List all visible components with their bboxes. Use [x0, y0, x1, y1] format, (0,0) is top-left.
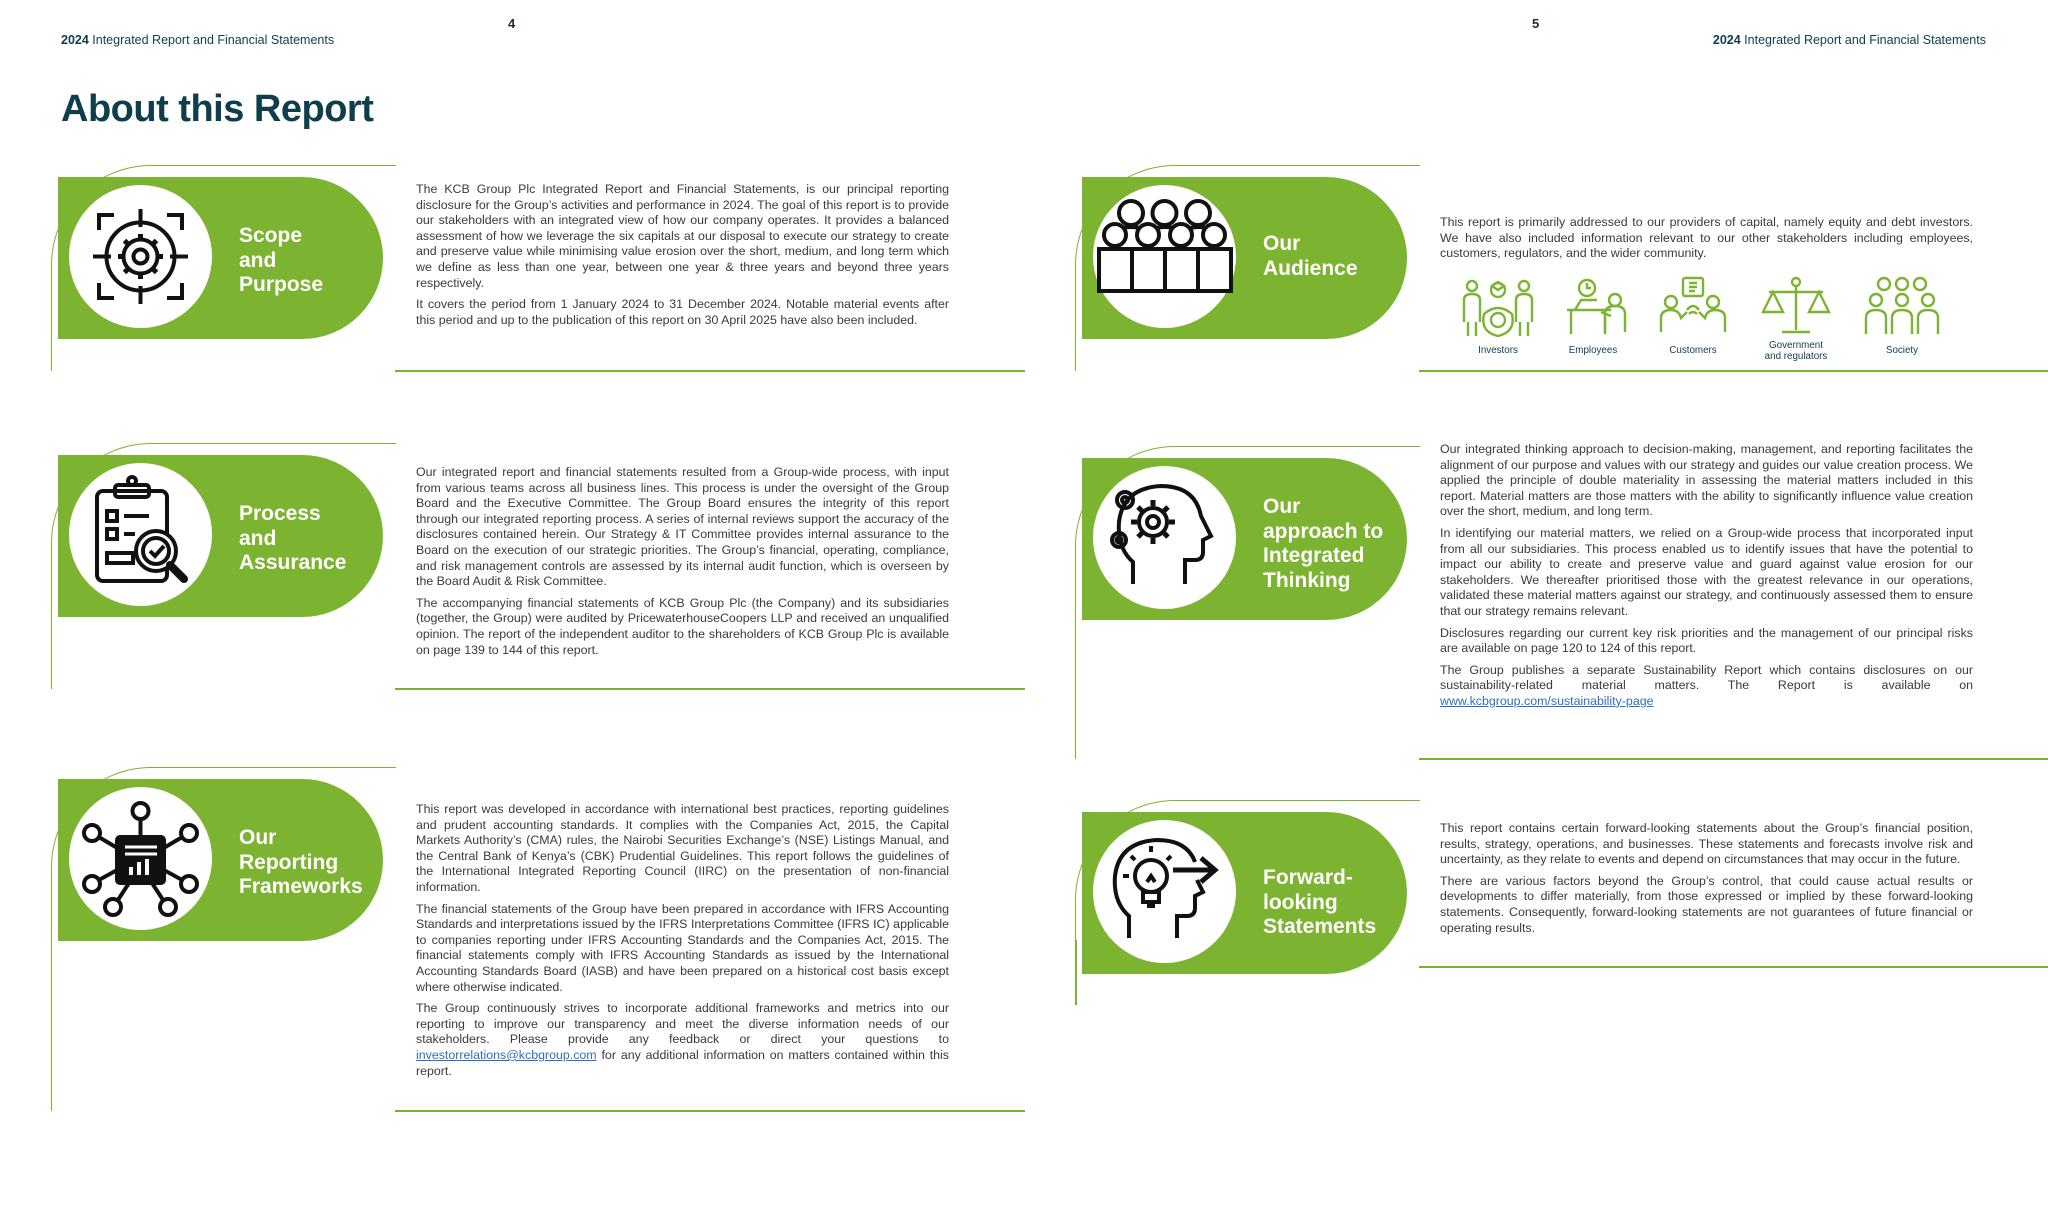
audience-group-icon — [1093, 185, 1236, 328]
investor-relations-email-link[interactable]: investorrelations@kcbgroup.com — [416, 1047, 597, 1062]
frameworks-label: Our Reporting Frameworks — [239, 826, 363, 898]
stakeholder-customers — [1653, 276, 1733, 366]
page-title: About this Report — [61, 88, 374, 130]
stakeholder-label: Customers — [1669, 345, 1717, 356]
target-gear-icon — [69, 185, 212, 328]
scope-text: The KCB Group Plc Integrated Report and Financial Statements, is our principal reporting disclosure for the Group’s activities and performance in 2024. The goal of this report is to provide our stakeholders with an integrated view of how our company operates. It provides a balanced assessment of how we leverage the six capitals at our disposal to execute our strategy to create and preserve value while minimising value erosion over the short, medium, and long term which we define as less than one year, between one year & three years and beyond three years respectively. It covers the period from 1 January 2024 to 31 December 2024. Notable material events after this period and up to the publication of this report on 30 April 2025 have also been included. — [416, 182, 949, 327]
stakeholder-society — [1862, 276, 1942, 366]
scales-icon — [1749, 276, 1843, 340]
audience-icon-circle — [1090, 182, 1239, 331]
stakeholder-employees — [1553, 276, 1633, 366]
scope-label: Scope and Purpose — [239, 224, 324, 296]
stakeholder-label: Employees — [1568, 345, 1618, 356]
stakeholder-label: Society — [1885, 345, 1919, 356]
head-lightbulb-icon — [1093, 820, 1236, 963]
stakeholder-investors — [1458, 276, 1538, 366]
forward-text: This report contains certain forward-looking statements about the Group’s financial position, results, strategy, operations, and businesses. These statements and forecasts involve risk and uncertainty, as they relate to events and depend on circumstances that may occur in the future. There are various factors beyond the Group’s control, that could cause actual results or developments to differ materially, from those expressed or implied by these forward-looking statements. Consequently, forward-looking statements are not guarantees of future financial or operating results. — [1440, 821, 1973, 935]
stakeholder-label: Government and regulators — [1764, 340, 1828, 362]
customer-icon — [1653, 276, 1733, 340]
stakeholder-label: Investors — [1478, 345, 1518, 356]
process-label: Process and Assurance — [239, 502, 347, 574]
scope-icon-circle — [66, 182, 215, 331]
thinking-text: Our integrated thinking approach to decision-making, management, and reporting facilitates the alignment of our purpose and values with our strategy and guides our value creation process. We applied the principle of double materiality in assessing the material matters included in this report. Material matters are those matters with the ability to significantly influence value creation over the short, medium, and long term. In identifying our material matters, we relied on a Group-wide process that incorporated input from all our subsidiaries. This process enabled us to identify issues that have the potential to impact our ability to create and preserve value and guard against value erosion for our stakeholders. We thereafter prioritised those with the greatest relevance in our operations, validated these material matters against our strategy, and continuously assessed them to ensure that our strategy remains relevant. Disclosures regarding our current key risk priorities and the management of our principal risks are available on page 120 to 124 of this report. The Group publishes a separate Sustainability Report which contains disclosures on our sustainability-related material matters. The Report is available on www.kcbgroup.com/sustainability-page — [1440, 442, 1973, 708]
sustainability-page-link[interactable]: www.kcbgroup.com/sustainability-page — [1440, 693, 1654, 708]
frameworks-icon-circle — [66, 784, 215, 933]
employee-icon — [1553, 276, 1633, 340]
audience-text: This report is primarily addressed to our providers of capital, namely equity and debt investors. We have also included information relevant to our other stakeholders including employees, customers, regulators, and the wider community. — [1440, 215, 1973, 261]
page-number-right: 5 — [1532, 16, 1540, 31]
frameworks-text: This report was developed in accordance with international best practices, reporting guidelines and prudent accounting standards. It complies with the Companies Act, 2015, the Capital Markets Authority’s (CMA) rules, the Nairobi Securities Exchange’s (NSE) Listings Manual, and the Central Bank of Kenya’s (CBK) Prudential Guidelines. This report follows the guidelines of the International Integrated Reporting Council (IIRC) on the presentation of non-financial information. The financial statements of the Group have been prepared in accordance with IFRS Accounting Standards and interpretations issued by the IFRS Interpretations Committee (IFRS IC) applicable to companies reporting under IFRS Accounting Standards and the Companies Act, 2015. The financial statements comply with IFRS Accounting Standards as issued by the International Accounting Standards Board (IASB) and have been prepared on a historical cost basis except where otherwise indicated. The Group continuously strives to incorporate additional frameworks and metrics into our reporting to improve our transparency and meet the diverse information needs of our stakeholders. Please provide any feedback or direct your questions to investorrelations@kcbgroup.com for any additional information on matters contained within this report. — [416, 802, 949, 1078]
network-document-icon — [69, 787, 212, 930]
thinking-icon-circle — [1090, 463, 1239, 612]
thinking-label: Our approach to Integrated Thinking — [1263, 495, 1384, 592]
head-gear-icon — [1093, 466, 1236, 609]
running-head-left: 2024 Integrated Report and Financial Statements — [61, 33, 335, 47]
forward-icon-circle — [1090, 817, 1239, 966]
society-icon — [1862, 276, 1942, 340]
stakeholder-government — [1749, 276, 1843, 366]
forward-label: Forward- looking Statements — [1263, 866, 1377, 938]
audience-label: Our Audience — [1263, 232, 1358, 280]
investor-icon — [1458, 276, 1538, 340]
page-number-left: 4 — [508, 16, 516, 31]
process-text: Our integrated report and financial statements resulted from a Group-wide process, with input from various teams across all business lines. This process is under the oversight of the Group Board and the Executive Committee. The Group Board ensures the integrity of this report through our integrated reporting process. A series of internal reviews support the accuracy of the disclosures contained herein. Our Strategy & IT Committee provides internal assurance to the Board on the execution of our strategic priorities. The Group’s financial, operating, compliance, and risk management controls are assessed by its internal audit function, which is overseen by the Board Audit & Risk Committee. The accompanying financial statements of KCB Group Plc (the Company) and its subsidiaries (together, the Group) were audited by PricewaterhouseCoopers LLP and received an unqualified opinion. The report of the independent auditor to the shareholders of KCB Group Plc is available on page 139 to 144 of this report. — [416, 465, 949, 657]
process-icon-circle — [66, 460, 215, 609]
clipboard-magnifier-icon — [69, 463, 212, 606]
running-head-right: 2024 Integrated Report and Financial Statements — [1712, 33, 1986, 47]
